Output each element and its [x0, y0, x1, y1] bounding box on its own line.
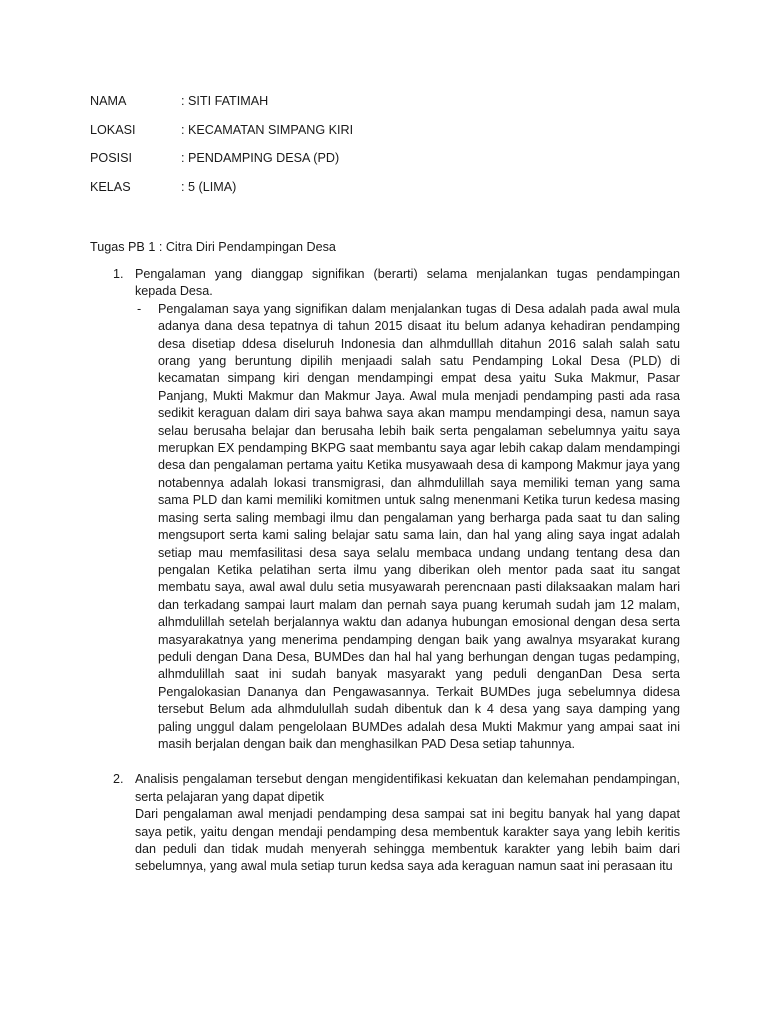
identity-row-name — [90, 94, 353, 123]
question-text: Analisis pengalaman tersebut dengan mengidentifikasi kekuatan dan kelemahan pendampingan, serta pelajaran yang dapat dipetik — [135, 772, 680, 804]
identity-label: LOKASI — [90, 122, 136, 137]
identity-value: : SITI FATIMAH — [181, 94, 269, 108]
list-item — [90, 266, 680, 753]
identity-label: KELAS — [90, 180, 131, 195]
answer-text: Pengalaman saya yang signifikan dalam menjalankan tugas di Desa adalah pada awal mula adanya dana desa tepatnya di tahun 2015 disaat itu belum adanya kehadiran pendamping desa disetiap ddesa diseluruh Indonesia dan alhmdulllah ditahun 2016 salah salah satu orang yang beruntung dipilih menjaadi salah satu Pendamping Lokal Desa (PLD) di kecamatan simpang kiri dengan mendampingi empat desa yaitu Suka Makmur, Pasar Panjang, Mukti Makmur dan Makmur Jaya. Awal mula menjadi pendamping pasti ada rasa sedikit keraguan dalam diri saya bahwa saya akan mampu mendampingi desa, namun saya selau berusaha belajar dan berusaha lebih baik serta pengalaman sebelumnya yaitu saya merupkan EX pendamping BKPG saat membantu saya agar lebih cakap dalam mendampingi desa dan pengalaman pertama yaitu Ketika musyawaah desa di kampong Makmur jaya yang notabennya adalah lokasi transmigrasi, dan alhmdulillah saya memiliki teman yang sama sama PLD dan kami memiliki komitmen untuk salng menenmani Ketika turun kedesa masing masing serta saling membagi ilmu dan pengalaman yang berharga pada saat tu dan saling mengsuport serta kami saling belajar satu sama lain, dan hal yang aling saya ingat adalah setiap mau memfasilitasi desa saya selalu membaca undang undang tentang desa dan pengalan Ketika pelatihan serta ilmu yang diberikan oleh mentor pada saat itu sangat membatu saya, awal awal dulu setia musyawarah perencnaan pasti dilaksaakan malam hari dan terkadang sampai laurt malam dan pernah saya puang kerumah sudah jam 12 malam, alhmdulillah setelah berjalannya waktu dan adanya hubungan emosional dengan desa serta masyarakatnya yang menerima pendamping dengan baik yang awalnya msyarakat kurang peduli dengan Dana Desa, BUMDes dan hal hal yang berhungan dengan tugas pedamping, alhmdulillah saat ini sudah banyak masyarakt yang peduli denganDan Desa serta Pengalokasian Dananya dan Pengawasannya. Terkait BUMDes juga sebelumnya didesa tersebut Belum ada alhmdulullah sudah dibentuk dan k 4 desa yang saya damping yang paling unggul dalam pengelolaan BUMDes adalah desa Mukti Makmur yang ampai saat ini masih berjalan dengan baik dan menghasilkan PAD Desa setiap tahunnya. — [158, 301, 680, 751]
identity-row-class — [90, 180, 353, 209]
bullet-dash: - — [137, 301, 142, 316]
task-title: Tugas PB 1 : Citra Diri Pendampingan Desa — [90, 240, 336, 254]
item-number: 2. — [113, 772, 124, 787]
item-number: 1. — [113, 267, 124, 281]
identity-label: POSISI — [90, 151, 132, 166]
identity-value: : KECAMATAN SIMPANG KIRI — [181, 122, 354, 137]
item-body — [135, 771, 680, 875]
identity-value: : 5 (LIMA) — [181, 180, 237, 195]
list-item — [90, 771, 680, 875]
identity-row-location — [90, 123, 353, 152]
identity-label: NAMA — [90, 94, 127, 108]
question-list — [90, 266, 680, 876]
answer-text: Dari pengalaman awal menjadi pendamping desa sampai sat ini begitu banyak hal yang dapat saya petik, yaitu dengan mendaji pendamping desa membentuk karakter saya yang lebih keritis dan peduli dan tidak mudah menyerah sehingga membentuk karakter yang lebih baim dari sebelumnya, yang awal mula setiap turun kedsa saya ada keraguan namun saat ini perasaan itu — [135, 807, 680, 874]
question-text: Pengalaman yang dianggap signifikan (berarti) selama menjalankan tugas pendampingan kepada Desa. — [135, 267, 680, 299]
item-body — [135, 266, 680, 753]
identity-row-position — [90, 151, 353, 180]
identity-value: : PENDAMPING DESA (PD) — [181, 151, 340, 166]
answer-bullet-item — [135, 301, 680, 754]
identity-block — [90, 94, 353, 209]
